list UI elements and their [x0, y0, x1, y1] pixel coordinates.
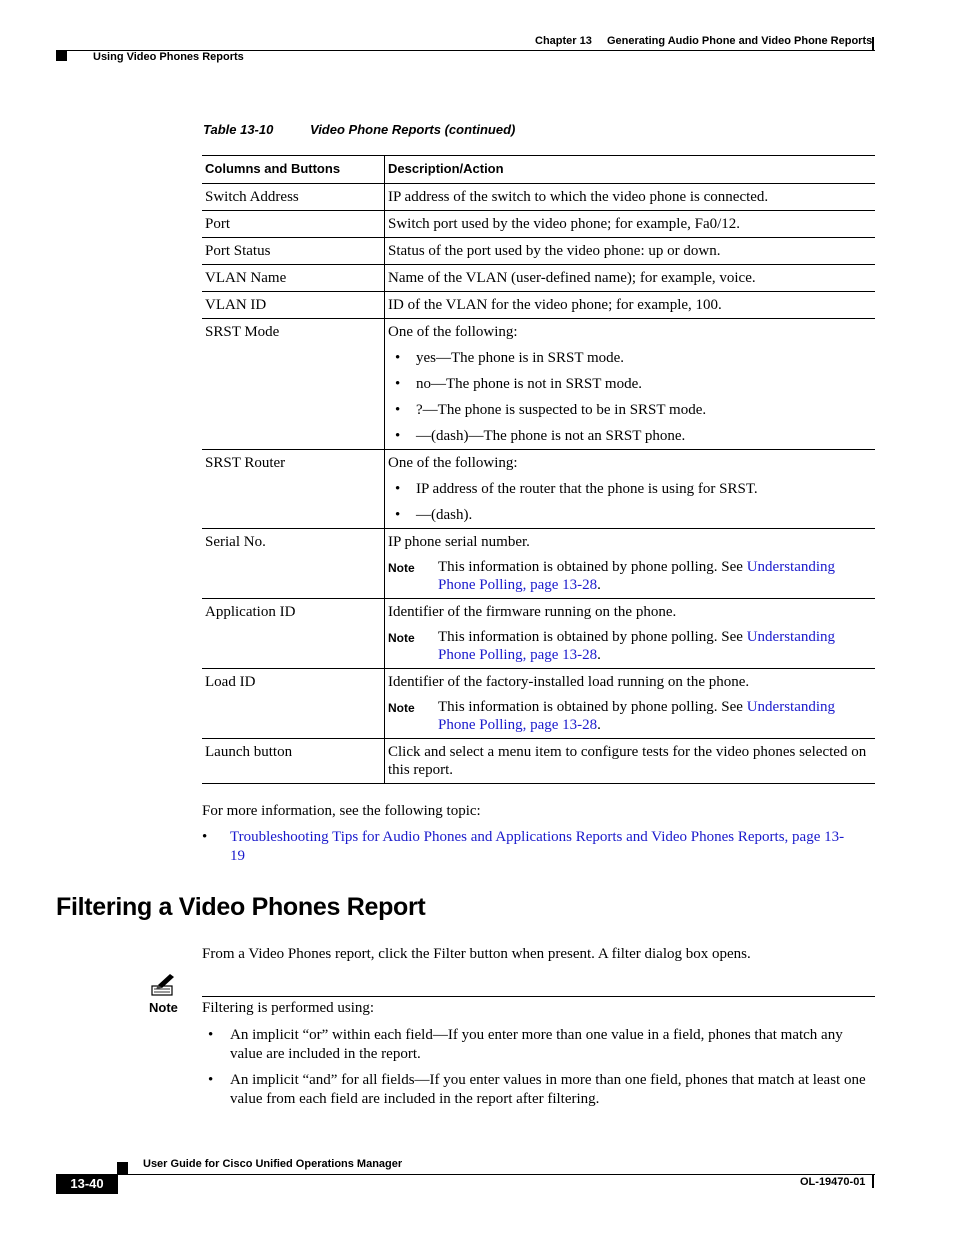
table-caption-title: Video Phone Reports (continued)	[310, 122, 516, 137]
footer-marker	[117, 1162, 128, 1174]
row-desc-cell	[385, 599, 876, 669]
row-desc: Click and select a menu item to configure tests for the video phones selected on this report.	[385, 739, 876, 784]
note-text: This information is obtained by phone polling. See Understanding Phone Polling, page 13-28.	[438, 629, 836, 663]
row-name: Port Status	[202, 238, 385, 265]
row-name: SRST Mode	[202, 319, 385, 450]
note-text: This information is obtained by phone polling. See Understanding Phone Polling, page 13-28.	[438, 559, 836, 593]
list-item: • ?—The phone is suspected to be in SRST mode.	[388, 401, 872, 419]
table-row	[202, 599, 875, 669]
table-row	[202, 450, 875, 529]
row-desc: Identifier of the firmware running on the phone.	[388, 604, 677, 620]
video-phone-reports-table	[202, 155, 875, 784]
table-caption-number: Table 13-10	[203, 122, 274, 137]
note-bullet-text: An implicit “or” within each field—If you enter more than one value in a field, phones that match any value are included in the report.	[230, 1027, 843, 1062]
row-name: SRST Router	[202, 450, 385, 529]
table-row	[202, 739, 875, 784]
understanding-phone-polling-link[interactable]: Understanding Phone Polling, page 13-28	[438, 699, 836, 733]
row-name: Serial No.	[202, 529, 385, 599]
row-name: Load ID	[202, 669, 385, 739]
table-row	[202, 669, 875, 739]
note-rule	[202, 996, 875, 997]
row-desc-cell	[385, 669, 876, 739]
table-row	[202, 238, 875, 265]
header-right-bar	[872, 37, 874, 51]
understanding-phone-polling-link[interactable]: Understanding Phone Polling, page 13-28	[438, 629, 836, 663]
note-list-item	[202, 1026, 875, 1064]
note-label: Note	[388, 701, 415, 715]
table-row	[202, 265, 875, 292]
row-desc: Name of the VLAN (user-defined name); for example, voice.	[385, 265, 876, 292]
bullet: •	[208, 1027, 214, 1043]
row-desc: One of the following:	[388, 324, 518, 340]
more-info-intro: For more information, see the following topic:	[202, 803, 481, 819]
row-desc: IP address of the switch to which the video phone is connected.	[385, 184, 876, 211]
list-item: • IP address of the router that the phone is using for SRST.	[388, 480, 872, 498]
note-lead: Filtering is performed using:	[202, 1000, 375, 1016]
list-item: • —(dash).	[388, 506, 872, 524]
row-desc-cell	[385, 450, 876, 529]
note-label: Note	[388, 631, 415, 645]
col-header-columns: Columns and Buttons	[202, 156, 385, 184]
srst-mode-list	[388, 349, 872, 445]
section-title: Filtering a Video Phones Report	[56, 893, 426, 921]
page-number: 13-40	[56, 1174, 118, 1194]
list-item: • no—The phone is not in SRST mode.	[388, 375, 872, 393]
note-list-item	[202, 1071, 875, 1109]
header-chapter-title: Generating Audio Phone and Video Phone Reports	[607, 35, 873, 47]
section-intro: From a Video Phones report, click the Filter button when present. A filter dialog box opens.	[202, 946, 751, 962]
bullet: •	[208, 1072, 214, 1088]
table-header-row	[202, 156, 875, 184]
table-row	[202, 529, 875, 599]
row-desc: ID of the VLAN for the video phone; for example, 100.	[385, 292, 876, 319]
row-name: Launch button	[202, 739, 385, 784]
row-name: Application ID	[202, 599, 385, 669]
footer-guide-title: User Guide for Cisco Unified Operations Manager	[143, 1158, 403, 1170]
note-pencil-icon	[150, 972, 178, 998]
note-label: Note	[149, 1000, 178, 1015]
footer-doc-number: OL-19470-01	[800, 1176, 866, 1188]
bullet: •	[202, 829, 208, 845]
header-marker	[56, 51, 67, 61]
note-label: Note	[388, 561, 415, 575]
note-text: This information is obtained by phone polling. See Understanding Phone Polling, page 13-28.	[438, 699, 836, 733]
more-info-list-item	[202, 828, 847, 866]
row-name: Switch Address	[202, 184, 385, 211]
note-bullet-text: An implicit “and” for all fields—If you enter values in more than one field, phones that match at least one value from each field are included in the report after filtering.	[230, 1072, 866, 1107]
table-row	[202, 184, 875, 211]
header-chapter: Chapter 13	[535, 35, 592, 47]
col-header-description: Description/Action	[385, 156, 876, 184]
row-desc: Status of the port used by the video phone: up or down.	[385, 238, 876, 265]
srst-router-list	[388, 480, 872, 524]
row-desc: Switch port used by the video phone; for example, Fa0/12.	[385, 211, 876, 238]
header-section: Using Video Phones Reports	[93, 51, 244, 63]
list-item: • yes—The phone is in SRST mode.	[388, 349, 872, 367]
row-name: VLAN Name	[202, 265, 385, 292]
row-desc: One of the following:	[388, 455, 518, 471]
footer-right-bar	[872, 1174, 874, 1188]
row-desc-cell	[385, 529, 876, 599]
row-name: VLAN ID	[202, 292, 385, 319]
row-desc: Identifier of the factory-installed load running on the phone.	[388, 674, 750, 690]
row-name: Port	[202, 211, 385, 238]
understanding-phone-polling-link[interactable]: Understanding Phone Polling, page 13-28	[438, 559, 836, 593]
footer-rule	[117, 1174, 875, 1175]
row-desc: IP phone serial number.	[388, 534, 530, 550]
cell-note	[388, 628, 872, 664]
table-row	[202, 292, 875, 319]
troubleshooting-tips-link[interactable]: Troubleshooting Tips for Audio Phones and Applications Reports and Video Phones Reports, page 13-19	[230, 829, 845, 864]
table-row	[202, 319, 875, 450]
cell-note	[388, 698, 872, 734]
cell-note	[388, 558, 872, 594]
table-row	[202, 211, 875, 238]
row-desc-cell	[385, 319, 876, 450]
list-item: • —(dash)—The phone is not an SRST phone.	[388, 427, 872, 445]
